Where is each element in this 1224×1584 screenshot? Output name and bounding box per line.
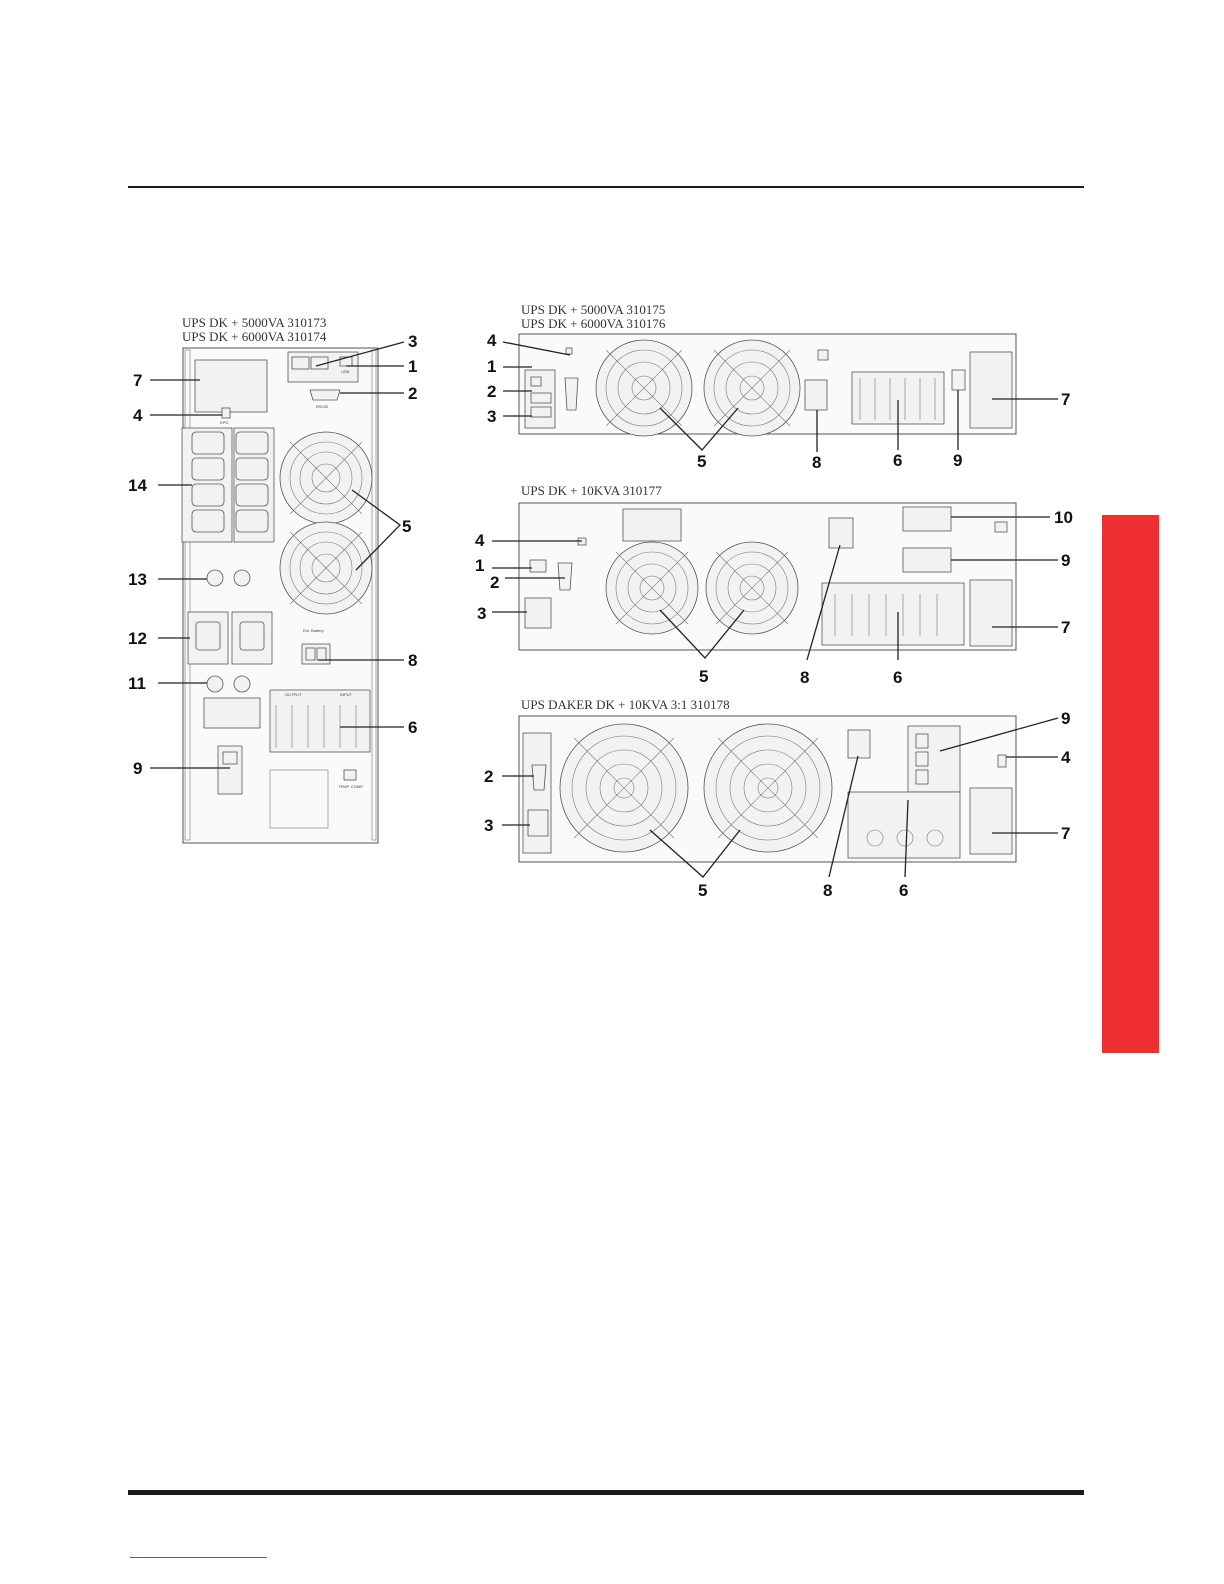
terminal-block: [822, 583, 964, 645]
callout-number: 5: [699, 667, 709, 686]
temp-comp-port: [344, 770, 356, 780]
utility-input-breaker: [903, 548, 951, 572]
callout-number: 8: [800, 668, 810, 687]
callout-number: 3: [477, 604, 487, 623]
circuit-breaker: [234, 676, 250, 692]
slot-cover: [970, 788, 1012, 854]
epo-port: [998, 755, 1006, 767]
rs232-label: RS232: [316, 404, 329, 409]
circuit-breaker: [234, 570, 250, 586]
ext-battery-label: Ext. Battery: [303, 628, 324, 633]
callout-number: 11: [128, 674, 146, 693]
cooling-fan: [596, 340, 692, 436]
cooling-fan: [706, 542, 798, 634]
temp-comp-port: [995, 522, 1007, 532]
rack-ups-10k-rear-panel: [475, 503, 1073, 687]
callout-number: 13: [128, 570, 147, 589]
callout-number: 1: [408, 357, 418, 376]
callout-number: 1: [475, 556, 485, 575]
label-plate: [204, 698, 260, 728]
temp-comp-label: TEMP. COMP.: [338, 784, 364, 789]
terminal-block: [270, 690, 370, 752]
callout-number: 9: [1061, 551, 1071, 570]
output-label: OUTPUT: [285, 692, 302, 697]
callout-number: 2: [487, 382, 497, 401]
caption-line: UPS DK + 5000VA 310175: [521, 302, 666, 317]
tower-ups-rear-panel: [128, 329, 418, 843]
callout-number: 14: [128, 476, 147, 495]
caption-line: UPS DAKER DK + 10KVA 3:1 310178: [521, 697, 730, 712]
bypass-input-breaker: [903, 507, 951, 531]
input-label: INPUT: [340, 692, 352, 697]
label-plate: [623, 509, 681, 541]
usb-port: [530, 560, 546, 572]
callout-number: 9: [953, 451, 963, 470]
cooling-fan: [606, 542, 698, 634]
callout-number: 8: [408, 651, 418, 670]
rs232-port: [558, 563, 572, 590]
callout-number: 4: [1061, 748, 1071, 767]
ext-battery-connector: [848, 730, 870, 758]
callout-number: 9: [1061, 709, 1071, 728]
caption-line: UPS DK + 6000VA 310174: [182, 329, 327, 344]
caption-line: UPS DK + 10KVA 310177: [521, 483, 662, 498]
usb-label: USB: [341, 369, 350, 374]
callout-number: 5: [697, 452, 707, 471]
callout-number: 6: [899, 881, 909, 900]
callout-number: 9: [133, 759, 143, 778]
slot-cover: [970, 352, 1012, 428]
callout-number: 1: [487, 357, 497, 376]
ext-battery-connector: [829, 518, 853, 548]
cooling-fan: [704, 724, 832, 852]
iec-outlet-group: [182, 428, 274, 542]
cooling-fan: [704, 340, 800, 436]
rs232-port: [565, 378, 578, 410]
network-ports: [525, 598, 551, 628]
callout-number: 4: [475, 531, 485, 550]
network-ports: [528, 810, 548, 836]
callout-number: 3: [487, 407, 497, 426]
cooling-fan: [560, 724, 688, 852]
circuit-breaker: [207, 570, 223, 586]
rack-ups-5-6k-rear-panel: [487, 331, 1070, 472]
cooling-fan: [280, 432, 372, 524]
callout-number: 2: [490, 573, 500, 592]
terminal-block: [848, 792, 960, 858]
caption-line: UPS DK + 6000VA 310176: [521, 316, 666, 331]
callout-number: 4: [133, 406, 143, 425]
callout-number: 10: [1054, 508, 1073, 527]
rs232-port: [532, 765, 546, 790]
callout-number: 6: [408, 718, 418, 737]
callout-number: 7: [133, 371, 143, 390]
callout-number: 12: [128, 629, 147, 648]
epo-port: [566, 348, 572, 354]
callout-number: 2: [408, 384, 418, 403]
callout-number: 7: [1061, 824, 1071, 843]
slot-cover: [970, 580, 1012, 646]
callout-number: 6: [893, 451, 903, 470]
circuit-breaker: [207, 676, 223, 692]
epo-port: [222, 408, 230, 418]
slot-cover: [195, 360, 267, 412]
input-breaker: [952, 370, 965, 390]
ext-battery-connector: [805, 380, 827, 410]
callout-number: 7: [1061, 390, 1071, 409]
temp-comp-port: [818, 350, 828, 360]
callout-number: 6: [893, 668, 903, 687]
callout-number: 7: [1061, 618, 1071, 637]
callout-number: 3: [484, 816, 494, 835]
callout-number: 3: [408, 332, 418, 351]
rs232-port: [310, 390, 340, 400]
caption-line: UPS DK + 5000VA 310173: [182, 315, 327, 330]
callout-number: 8: [823, 881, 833, 900]
callout-number: 8: [812, 453, 822, 472]
callout-number: 2: [484, 767, 494, 786]
rack-ups-10k-3-1-rear-panel: [484, 709, 1071, 900]
epo-label: EPO: [220, 420, 229, 425]
callout-number: 5: [698, 881, 708, 900]
callout-number: 5: [402, 517, 412, 536]
callout-number: 4: [487, 331, 497, 350]
